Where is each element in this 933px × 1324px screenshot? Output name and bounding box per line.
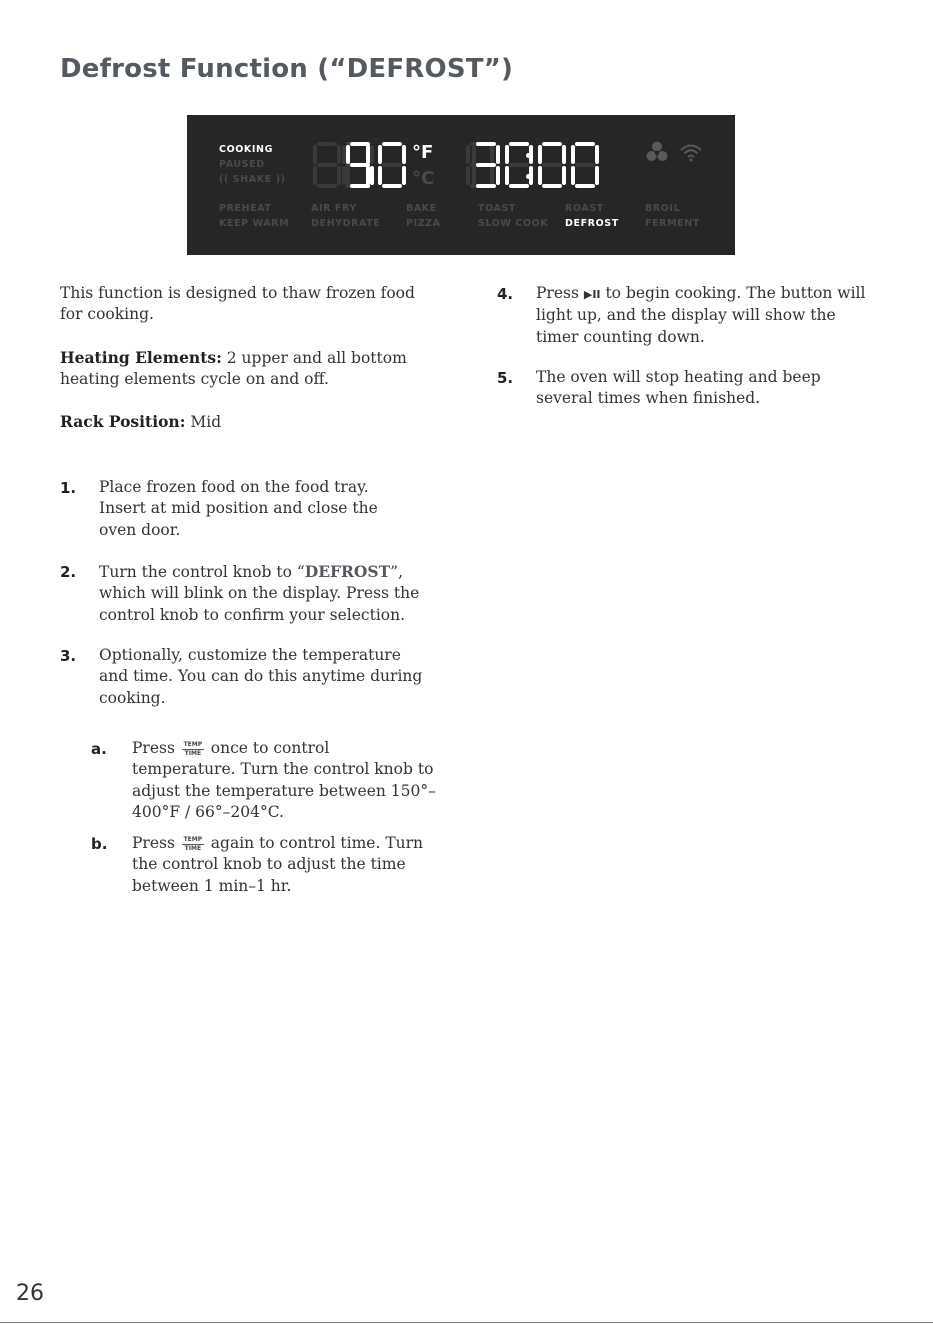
func-pizza: PIZZA xyxy=(406,218,441,229)
step-3-text: Optionally, customize the temperature and time. You can do this anytime during cooking. xyxy=(99,646,423,707)
func-dehydrate: DEHYDRATE xyxy=(311,218,381,229)
oven-display-panel xyxy=(187,115,735,255)
time-colon-top xyxy=(526,153,531,158)
step-5-number: 5. xyxy=(497,369,514,387)
step-a-number: a. xyxy=(91,740,107,758)
step-b-text xyxy=(132,833,437,897)
temp-time-icon: TEMP TIME xyxy=(183,836,203,852)
func-bake: BAKE xyxy=(406,203,437,214)
step-2-text xyxy=(99,561,444,626)
defrost-highlight: DEFROST xyxy=(304,562,391,581)
temp-digit-ghost xyxy=(313,142,341,188)
rack-label: Rack Position: xyxy=(60,412,186,431)
func-preheat: PREHEAT xyxy=(219,203,272,214)
func-slow-cook: SLOW COOK xyxy=(478,218,549,229)
wifi-icon xyxy=(679,142,703,162)
heating-text: 2 upper and all bottom heating elements cycle on and off. xyxy=(60,349,407,389)
time-colon-bottom xyxy=(526,174,531,179)
func-toast: TOAST xyxy=(478,203,516,214)
func-defrost: DEFROST xyxy=(565,218,619,229)
fan-icon xyxy=(646,141,668,163)
page-title: Defrost Function (“DEFROST”) xyxy=(60,54,514,84)
temp-time-icon: TEMP TIME xyxy=(183,741,203,757)
start-pause-icon: ▶II xyxy=(583,288,601,301)
func-roast: ROAST xyxy=(565,203,604,214)
step-2-post: ”, which will blink on the display. Press the control knob to confirm your selection. xyxy=(99,563,420,624)
status-cooking: COOKING xyxy=(219,144,273,155)
func-air-fry: AIR FRY xyxy=(311,203,357,214)
time-digit-0c xyxy=(571,142,599,188)
step-4-text xyxy=(536,283,866,348)
step-1-text: Place frozen food on the food tray. Insert at mid position and close the oven door. xyxy=(99,478,378,539)
step-3-number: 3. xyxy=(60,647,77,665)
time-digit-3 xyxy=(472,142,500,188)
step-a-text xyxy=(132,738,437,823)
rack-position xyxy=(60,411,440,433)
step-b-post: again to control time. Turn the control knob to adjust the time between 1 min–1 hr. xyxy=(132,834,424,895)
step-4-pre: Press xyxy=(536,284,579,302)
page-number: 26 xyxy=(16,1281,44,1306)
rack-text: Mid xyxy=(190,413,222,431)
temp-digit-5b xyxy=(346,142,374,188)
footer-rule xyxy=(0,1322,933,1323)
step-b-pre: Press xyxy=(132,834,175,852)
heating-elements xyxy=(60,347,440,391)
heating-label: Heating Elements: xyxy=(60,348,222,367)
temp-digit-0 xyxy=(378,142,406,188)
step-2-pre: Turn the control knob to “ xyxy=(99,563,305,581)
step-1-number: 1. xyxy=(60,479,77,497)
step-5-text: The oven will stop heating and beep several times when finished. xyxy=(536,368,821,408)
step-a-pre: Press xyxy=(132,739,175,757)
time-digit-0b xyxy=(538,142,566,188)
func-ferment: FERMENT xyxy=(645,218,700,229)
status-paused: PAUSED xyxy=(219,159,265,170)
step-4-number: 4. xyxy=(497,285,514,303)
step-4-post: to begin cooking. The button will light up, and the display will show the timer counting down. xyxy=(536,284,866,346)
func-keep-warm: KEEP WARM xyxy=(219,218,290,229)
time-digit-0a xyxy=(505,142,533,188)
step-2-number: 2. xyxy=(60,563,77,581)
func-broil: BROIL xyxy=(645,203,681,214)
unit-celsius: °C xyxy=(412,168,435,189)
step-b-number: b. xyxy=(91,835,108,853)
intro-description: This function is designed to thaw frozen food for cooking. xyxy=(60,284,415,324)
unit-fahrenheit: °F xyxy=(412,142,434,163)
status-shake: (( SHAKE )) xyxy=(219,174,286,185)
step-a-post: once to control temperature. Turn the control knob to adjust the temperature between 150°–400°F / 66°–204°C. xyxy=(132,739,436,821)
